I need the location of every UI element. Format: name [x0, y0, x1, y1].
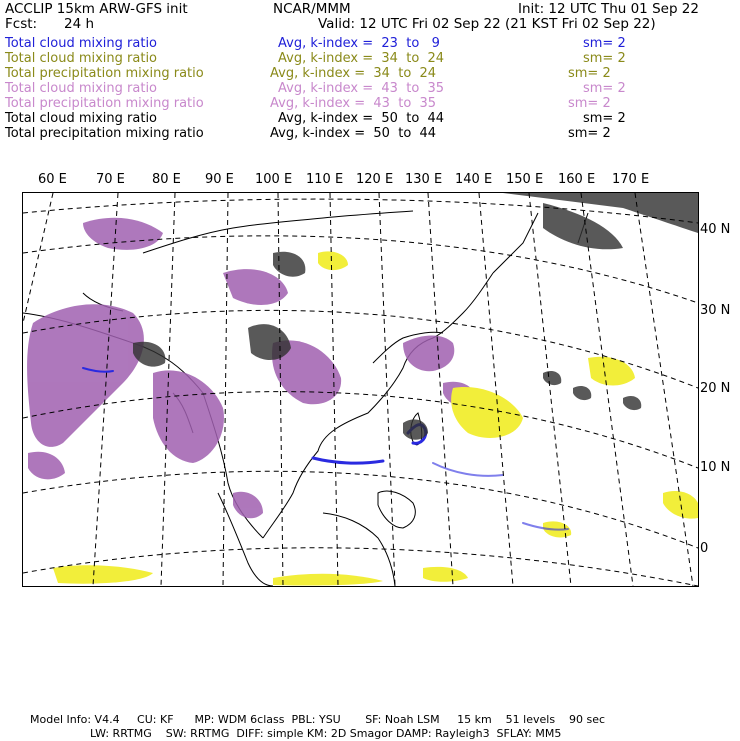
forecast-value: 24 h [64, 16, 95, 32]
valid-time: Valid: 12 UTC Fri 02 Sep 22 (21 KST Fri 02 Sep 22) [318, 16, 656, 32]
legend-field-name: Total cloud mixing ratio [5, 81, 158, 96]
legend-avg-range: Avg, k-index = 43 to 35 [278, 81, 445, 96]
legend-smoothing: sm= 2 [568, 66, 611, 81]
longitude-label: 90 E [205, 172, 234, 187]
legend-field-name: Total cloud mixing ratio [5, 51, 158, 66]
legend-field-name: Total cloud mixing ratio [5, 36, 158, 51]
latitude-label: 0 [700, 541, 709, 556]
legend-avg-range: Avg, k-index = 23 to 9 [278, 36, 440, 51]
longitude-label: 100 E [255, 172, 293, 187]
legend-smoothing: sm= 2 [568, 126, 611, 141]
longitude-label: 150 E [506, 172, 544, 187]
model-title: ACCLIP 15km ARW-GFS init [5, 1, 188, 17]
legend-avg-range: Avg, k-index = 43 to 35 [270, 96, 437, 111]
center-label: NCAR/MMM [273, 1, 351, 17]
legend-row [5, 81, 735, 96]
legend-row [5, 51, 735, 66]
latitude-label: 40 N [700, 222, 731, 237]
longitude-label: 130 E [405, 172, 443, 187]
legend-avg-range: Avg, k-index = 34 to 24 [270, 66, 437, 81]
model-info-line1: Model Info: V4.4 CU: KF MP: WDM 6class PBL: YSU SF: Noah LSM 15 km 51 levels 90 sec [30, 713, 606, 726]
legend-smoothing: sm= 2 [583, 81, 626, 96]
longitude-label: 140 E [455, 172, 493, 187]
latitude-label: 20 N [700, 381, 731, 396]
legend-field-name: Total cloud mixing ratio [5, 111, 158, 126]
legend-avg-range: Avg, k-index = 34 to 24 [278, 51, 445, 66]
model-info-line2: LW: RRTMG SW: RRTMG DIFF: simple KM: 2D Smagor DAMP: Rayleigh3 SFLAY: MM5 [90, 727, 562, 740]
upper-cloud-field [27, 218, 475, 518]
graticule [23, 193, 698, 586]
longitude-label: 70 E [96, 172, 125, 187]
legend-smoothing: sm= 2 [583, 36, 626, 51]
legend-field-name: Total precipitation mixing ratio [5, 96, 204, 111]
longitude-label: 170 E [612, 172, 650, 187]
legend-field-name: Total precipitation mixing ratio [5, 66, 204, 81]
legend-row [5, 126, 735, 141]
legend-row [5, 66, 735, 81]
legend-smoothing: sm= 2 [568, 96, 611, 111]
latitude-label: 10 N [700, 460, 731, 475]
legend-field-name: Total precipitation mixing ratio [5, 126, 204, 141]
legend-row [5, 36, 735, 51]
forecast-map [22, 192, 699, 587]
longitude-label: 160 E [558, 172, 596, 187]
legend-row [5, 111, 735, 126]
longitude-label: 110 E [306, 172, 344, 187]
legend-row [5, 96, 735, 111]
longitude-label: 60 E [38, 172, 67, 187]
latitude-label: 30 N [700, 303, 731, 318]
init-time: Init: 12 UTC Thu 01 Sep 22 [518, 1, 699, 17]
legend-avg-range: Avg, k-index = 50 to 44 [270, 126, 437, 141]
map-canvas [23, 193, 698, 586]
legend-avg-range: Avg, k-index = 50 to 44 [278, 111, 445, 126]
longitude-label: 120 E [356, 172, 394, 187]
forecast-label: Fcst: [5, 16, 38, 32]
longitude-label: 80 E [152, 172, 181, 187]
legend-smoothing: sm= 2 [583, 111, 626, 126]
legend-smoothing: sm= 2 [583, 51, 626, 66]
